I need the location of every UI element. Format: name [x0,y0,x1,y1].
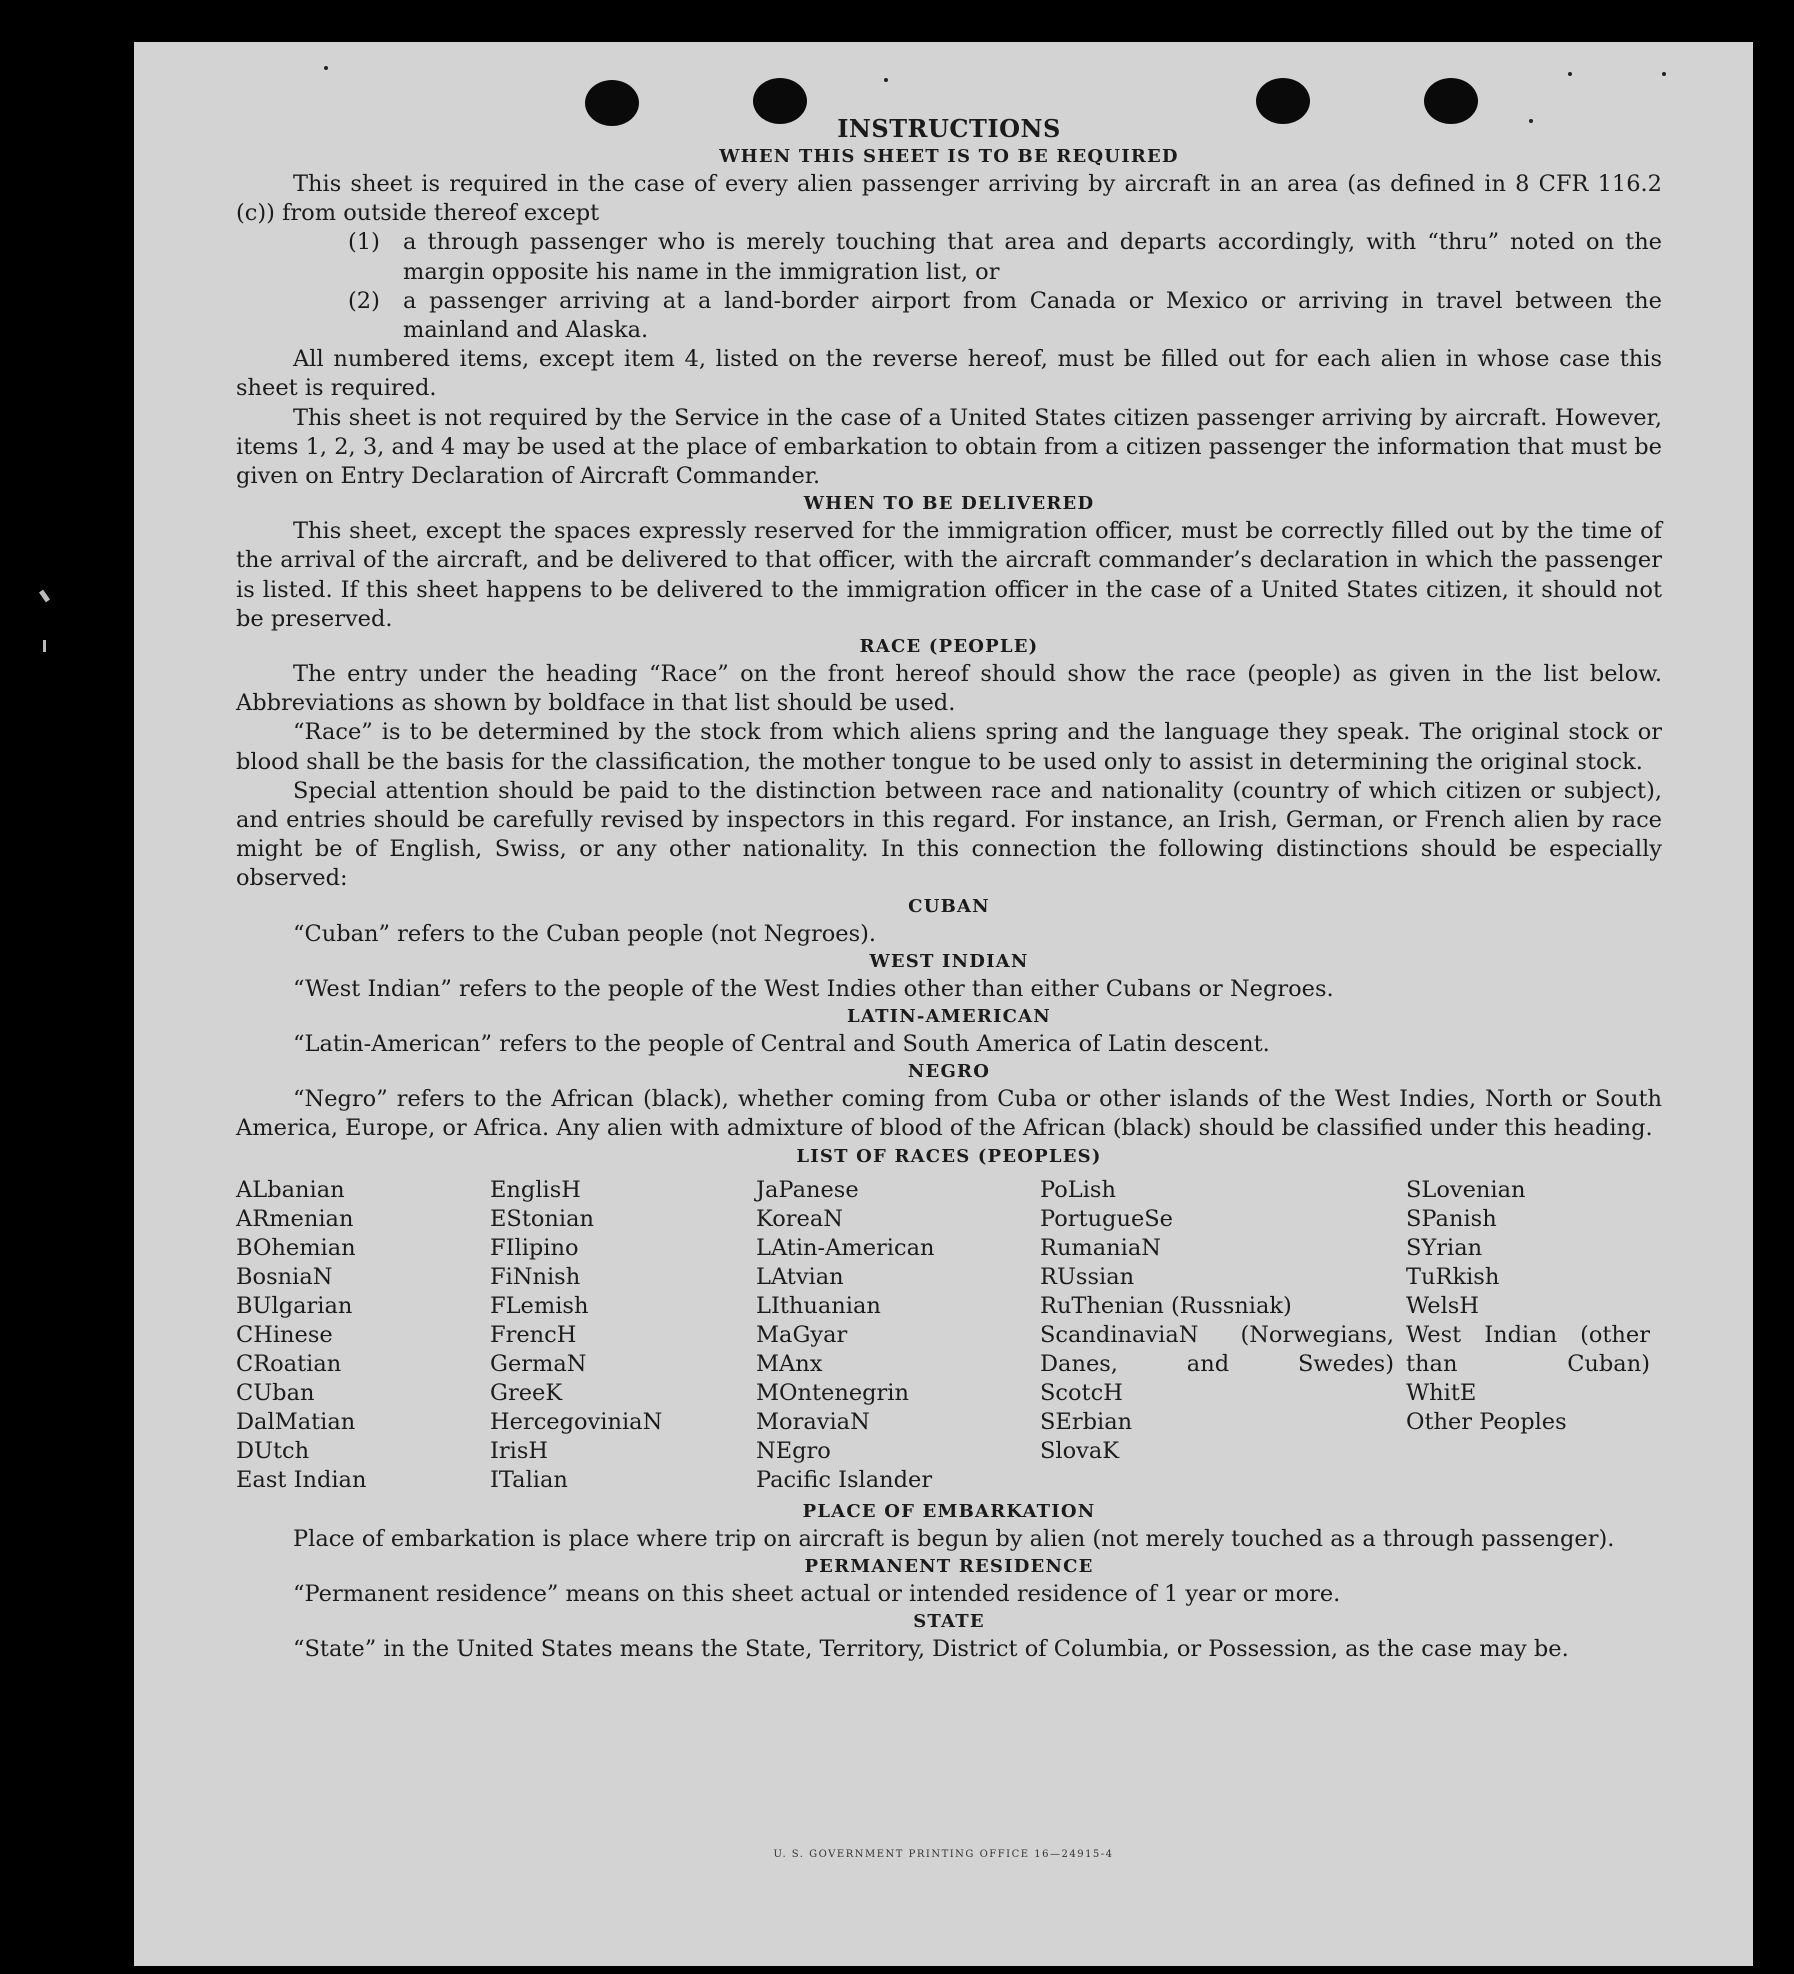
race-entry: EnglisH [490,1176,581,1203]
race-entry: MAnx [756,1350,823,1377]
race-entry: NEgro [756,1437,831,1464]
list-item [236,287,1662,345]
race-entry: ARmenian [236,1205,354,1232]
race-entry: DalMatian [236,1408,356,1435]
section-heading: WHEN TO BE DELIVERED [803,493,1095,515]
race-entry: ITalian [490,1466,568,1493]
race-entry: GermaN [490,1350,587,1377]
section-heading: STATE [913,1611,985,1633]
item-text: a through passenger who is merely touching that area and departs accordingly, with “thru” noted on the margin opposite his name in the immigration list, or [403,229,1662,285]
race-entry: DUtch [236,1437,310,1464]
race-entry: IrisH [490,1437,549,1464]
race-entry: FLemish [490,1292,589,1319]
race-entry: BUlgarian [236,1292,353,1319]
item-text: a passenger arriving at a land-border airport from Canada or Mexico or arriving in travel between the mainland and Alaska. [403,287,1662,344]
speck [1662,72,1666,76]
section-heading: WHEN THIS SHEET IS TO BE REQUIRED [719,146,1179,167]
scan-mark [39,590,50,603]
paragraph: “Cuban” refers to the Cuban people (not Negroes). [293,920,877,947]
race-entry: RUssian [1040,1263,1135,1290]
race-entry: LIthuanian [756,1292,881,1319]
race-entry: ScandinaviaN (Norwegians, Danes, and Swedes) [1040,1321,1394,1377]
race-entry: WelsH [1406,1292,1479,1319]
page-title: INSTRUCTIONS [837,114,1061,143]
race-entry: ScotcH [1040,1379,1123,1406]
instructions-content [236,114,1662,1664]
race-entry: WhitE [1406,1379,1477,1406]
paragraph: “State” in the United States means the State, Territory, District of Columbia, or Possession, as the case may be. [293,1636,1569,1663]
race-list [236,1176,1662,1495]
race-entry: FiNnish [490,1263,581,1290]
race-column [236,1176,490,1495]
race-entry: SlovaK [1040,1437,1120,1464]
race-entry: RumaniaN [1040,1234,1161,1261]
paragraph: “Permanent residence” means on this sheet actual or intended residence of 1 year or more. [293,1580,1341,1607]
race-entry: JaPanese [756,1176,859,1203]
race-entry: ALbanian [236,1176,345,1203]
race-entry: LAtin-American [756,1234,935,1261]
printer-imprint: U. S. GOVERNMENT PRINTING OFFICE 16—24915-4 [773,1849,1114,1860]
race-entry: HercegoviniaN [490,1408,663,1435]
race-column [756,1176,1040,1495]
paragraph: This sheet is required in the case of every alien passenger arriving by aircraft in an area (as defined in 8 CFR 116.2 (c)) from outside thereof except [236,171,1662,227]
paragraph: “Negro” refers to the African (black), whether coming from Cuba or other islands of the West Indies, North or South America, Europe, or Africa. Any alien with admixture of blood of the African (black) should be classified under this heading. [236,1086,1662,1142]
race-column [490,1176,756,1495]
section-heading: NEGRO [907,1061,991,1083]
race-entry: RuThenian (Russniak) [1040,1292,1292,1319]
paragraph: Special attention should be paid to the distinction between race and nationality (country of which citizen or subject), and entries should be carefully revised by inspectors in this regard. For instance, an Irish, German, or French alien by race might be of English, Swiss, or any other nationality. In this connection the following distinctions should be especially observed: [236,777,1662,892]
race-entry: PoLish [1040,1176,1116,1203]
race-entry: FIlipino [490,1234,579,1261]
race-entry: MaGyar [756,1321,848,1348]
race-entry: CUban [236,1379,315,1406]
race-entry: West Indian (other than Cuban) [1406,1321,1650,1377]
paragraph: The entry under the heading “Race” on the front hereof should show the race (people) as given in the list below. Abbreviations as shown by boldface in that list should be used. [236,661,1662,717]
paragraph: All numbered items, except item 4, listed on the reverse hereof, must be filled out for each alien in whose case this sheet is required. [236,346,1662,402]
race-entry: GreeK [490,1379,563,1406]
document-sheet [134,42,1753,1966]
section-heading: LATIN-AMERICAN [847,1006,1051,1028]
race-entry: BOhemian [236,1234,356,1261]
race-entry: CRoatian [236,1350,342,1377]
race-entry: LAtvian [756,1263,844,1290]
race-entry: FrencH [490,1321,577,1348]
section-heading: PERMANENT RESIDENCE [804,1555,1094,1577]
paragraph: Place of embarkation is place where trip on aircraft is begun by alien (not merely touched as a through passenger). [293,1525,1615,1552]
paragraph: “West Indian” refers to the people of the West Indies other than either Cubans or Negroes. [293,975,1334,1002]
race-entry: CHinese [236,1321,333,1348]
speck [1568,72,1572,76]
race-entry: MoraviaN [756,1408,870,1435]
section-heading: CUBAN [908,895,990,917]
race-entry: SLovenian [1406,1176,1526,1203]
paragraph: “Latin-American” refers to the people of Central and South America of Latin descent. [293,1031,1270,1058]
race-entry: BosniaN [236,1263,333,1290]
paragraph: This sheet is not required by the Service in the case of a United States citizen passenger arriving by aircraft. However, items 1, 2, 3, and 4 may be used at the place of embarkation to obtain from a citizen passenger the information that must be given on Entry Declaration of Aircraft Commander. [236,404,1662,490]
race-entry: EStonian [490,1205,595,1232]
list-item [236,228,1662,286]
race-entry: KoreaN [756,1205,843,1232]
speck [324,66,328,70]
section-heading: WEST INDIAN [869,950,1029,972]
speck [884,78,888,82]
race-column [1406,1176,1662,1495]
race-entry: SErbian [1040,1408,1133,1435]
race-entry: East Indian [236,1466,367,1493]
item-number: (1) [348,229,380,256]
section-heading: RACE (PEOPLE) [859,636,1039,658]
race-entry: SPanish [1406,1205,1497,1232]
race-entry: Pacific Islander [756,1466,933,1493]
race-entry: MOntenegrin [756,1379,909,1406]
section-heading: LIST OF RACES (PEOPLES) [796,1145,1102,1167]
race-entry: SYrian [1406,1234,1483,1261]
paragraph: This sheet, except the spaces expressly reserved for the immigration officer, must be correctly filled out by the time of the arrival of the aircraft, and be delivered to that officer, with the aircraft commander’s declaration in which the passenger is listed. If this sheet happens to be delivered to the immigration officer in the case of a United States citizen, it should not be preserved. [236,518,1662,632]
paragraph: “Race” is to be determined by the stock from which aliens spring and the language they speak. The original stock or blood shall be the basis for the classification, the mother tongue to be used only to assist in determining the original stock. [236,719,1662,775]
race-entry: PortugueSe [1040,1205,1174,1232]
item-number: (2) [348,287,380,314]
section-heading: PLACE OF EMBARKATION [802,1500,1096,1522]
race-column [1040,1176,1406,1495]
race-entry: Other Peoples [1406,1408,1567,1435]
scan-mark [43,640,46,652]
race-entry: TuRkish [1406,1263,1500,1290]
